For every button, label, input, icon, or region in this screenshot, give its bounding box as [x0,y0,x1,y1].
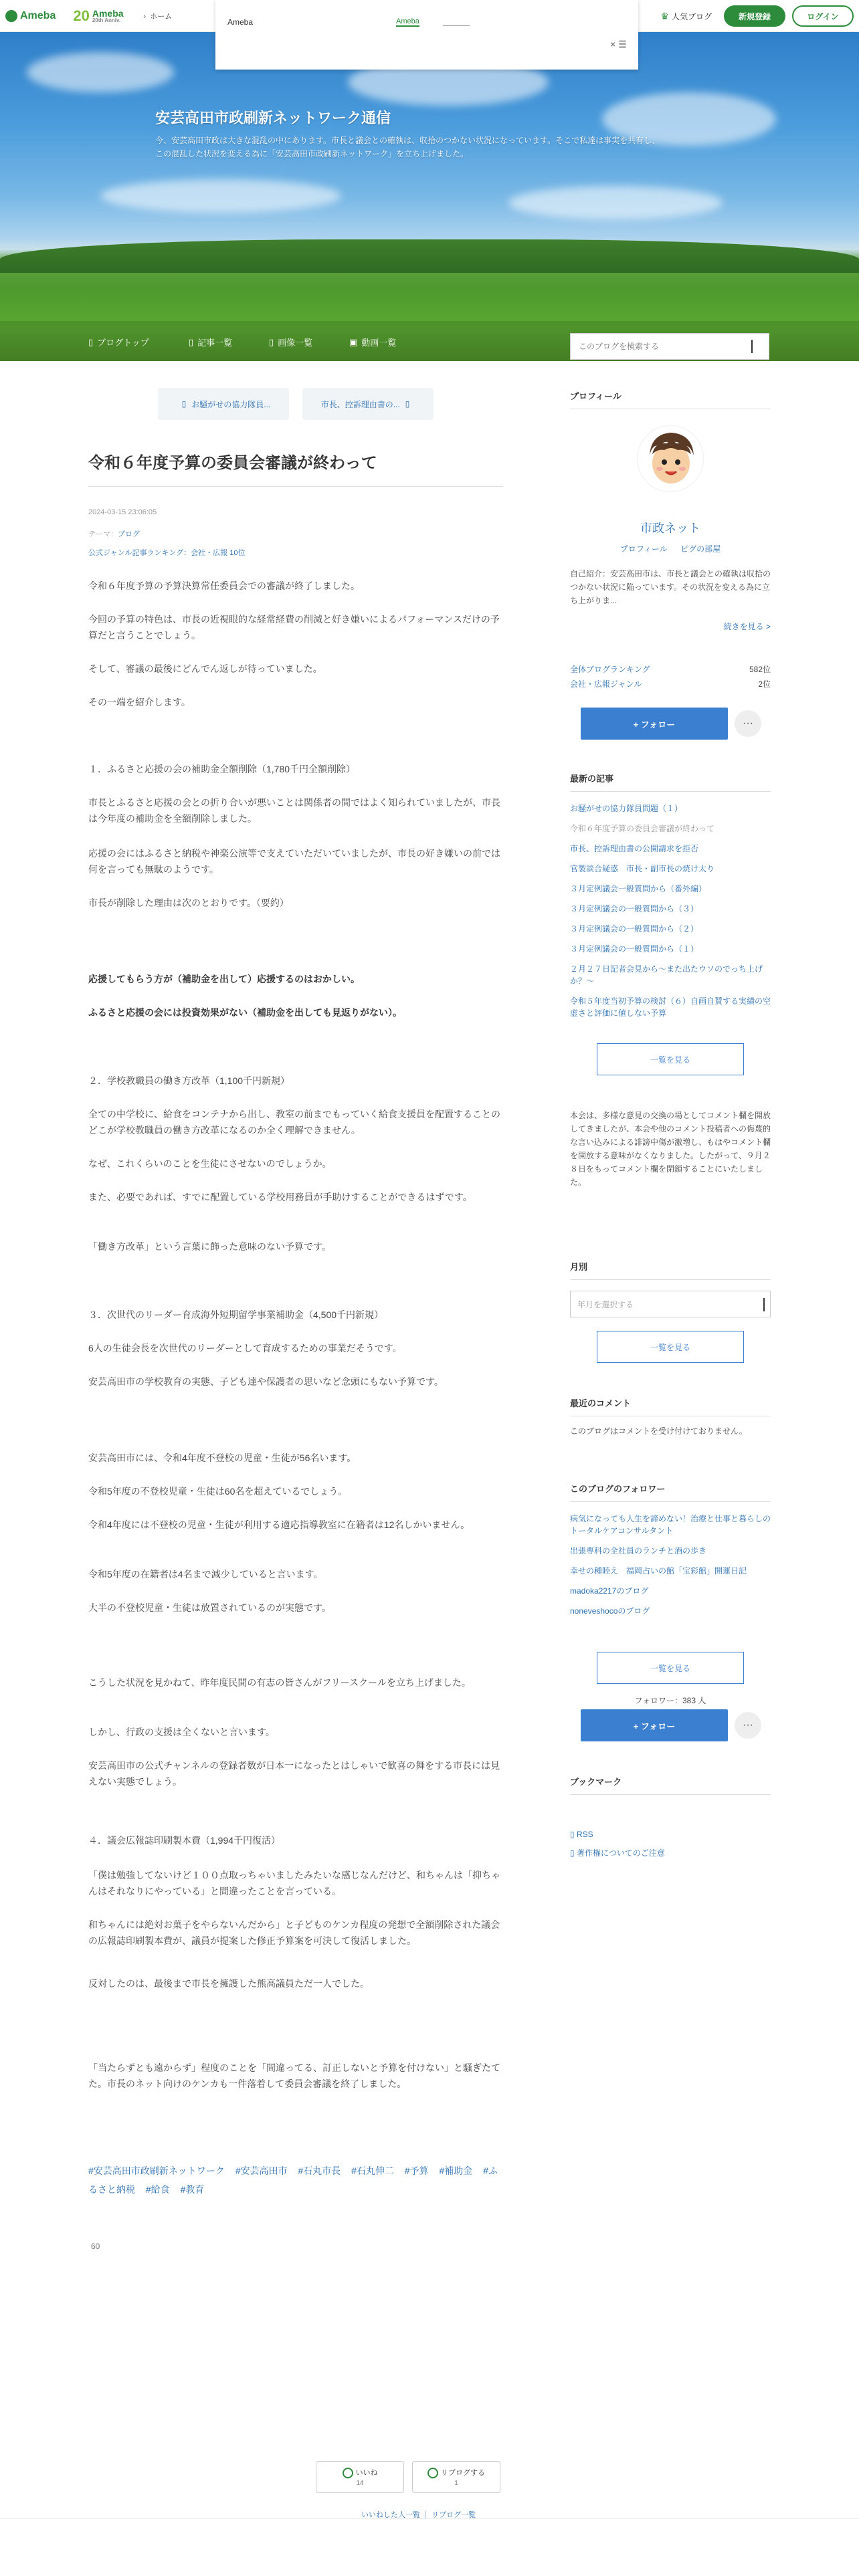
entry-paragraph: しかし、行政の支援は全くないと言います。 [88,1727,275,1737]
entry-paragraph: 全ての中学校に、給食をコンテナから出し、教室の前までもっていく給食支援員を配置することのどこが学校教職員の働き方改革になるのか全く理解できません。 [88,1109,500,1136]
bracket-icon: ▯ [570,1830,577,1839]
reblog-count: 1 [454,2480,458,2488]
profile-link[interactable]: プロフィール [619,544,668,554]
ad-label: Ameba [227,17,254,27]
prev-article-link[interactable]: ▯ お騒がせの協力隊員... [158,388,289,420]
hashtag-link[interactable]: #ふるさと納税 [88,2165,498,2195]
bracket-icon: ▯ [189,336,194,347]
follower-blog-link[interactable]: 病気になっても人生を諦めない！治療と仕事と暮らしのトータルケアコンサルタント [570,1514,771,1535]
followers-heading: このブログのフォロワー [570,1482,771,1502]
follower-blogs [570,1513,771,1625]
theme-link[interactable]: ブログ [118,530,140,538]
entry-paragraph: 「僕は勉強してないけど１００点取っちゃいましたみたいな感じなんだけど、和ちゃんは「抑ちゃんはそれなりにやっている」と間違ったことを言っている。 [88,1870,500,1897]
select-arrow-icon [763,1298,765,1311]
footer-divider [0,2518,859,2519]
ad-close-icon[interactable]: × ☰ [610,39,627,49]
monthly-list-button[interactable]: 一覧を見る [597,1331,744,1363]
blog-description: 今、安芸高田市政は大きな混乱の中にあります。市長と議会との確執は、収拾のつかない状況になっています。そこで私達は事実を共有し、この混乱した状況を変える為に「安芸高田市政刷新ネットワーク」を立ち上げました。 [155,136,660,158]
pigg-room-link[interactable]: ピグの部屋 [680,544,721,554]
read-more-link[interactable]: 続きを見る > [723,622,771,631]
view-count: 60 [91,2242,100,2251]
subnav-blog-top[interactable]: ▯ ブログトップ [88,336,149,348]
hashtag-link[interactable]: #教育 [180,2184,205,2195]
follower-blog-link[interactable]: madoka2217のブログ [570,1586,649,1596]
hashtag-link[interactable]: #安芸高田市政刷新ネットワーク [88,2165,225,2176]
monthly-heading: 月別 [570,1260,771,1280]
recent-heading: 最新の記事 [570,772,771,792]
entry-paragraph: 令和5年度の在籍者は4名まで減少していると言います。 [88,1569,323,1580]
entry-paragraph: 安芸高田市の公式チャンネルの登録者数が日本一になったとはしゃいで歓喜の舞をする市長には見えない実態でしょう。 [88,1760,500,1787]
blog-subnav [0,321,859,361]
smile-icon [343,2468,353,2478]
entry-paragraph: 「当たらずとも遠からず」程度のことを「間違ってる、訂正しないと予算を付けない」と騒ぎたてた。市長のネット向けのケンカも一件落着して委員会審議を終了しました。 [88,2062,500,2089]
ameba-20th-logo[interactable]: 20 Ameba 20th Anniv. [73,7,124,24]
entry-paragraph: なぜ、これくらいのことを生徒にさせないのでしょうか。 [88,1158,332,1169]
follow-button-bottom[interactable]: + フォロー [581,1709,728,1741]
entry-paragraph: 令和６年度予算の予算決算常任委員会での審議が終了しました。 [88,580,360,591]
entry-paragraph: 安芸高田市の学校教育の実態、子ども達や保護者の思いなど念頭にもない予算です。 [88,1376,444,1387]
entry-paragraph: ２．学校教職員の働き方改革（1,100千円新規） [88,1075,290,1086]
blog-search [570,333,769,360]
blog-title[interactable]: 安芸高田市政刷新ネットワーク通信 [155,110,391,126]
reblog-button[interactable]: リブログする 1 [412,2461,500,2493]
entry-paragraph: 令和4年度には不登校の児童・生徒が利用する適応指導教室に在籍者は12名しかいません。 [88,1519,470,1530]
entry-paragraph: こうした状況を見かねて、昨年度民間の有志の皆さんがフリースクールを立ち上げました。 [88,1677,471,1688]
login-button[interactable]: ログイン [792,5,854,27]
popular-blog-link[interactable]: ♛ 人気ブログ [660,10,712,21]
hashtag-link[interactable]: #給食 [145,2184,170,2195]
entry-paragraph: 安芸高田市には、令和4年度不登校の児童・生徒が56名います。 [88,1453,357,1463]
register-button[interactable]: 新規登録 [724,5,785,27]
rss-link[interactable]: ▯ RSS [570,1830,593,1839]
entry-paragraph: 市長が削除した理由は次のとおりです。（要約） [88,897,289,908]
bracket-icon: ▯ [405,399,410,409]
avatar-face-icon [638,426,704,492]
entry-paragraph: 大半の不登校児童・生徒は放置されているのが実態です。 [88,1602,331,1613]
comment-policy-notice: 本会は、多様な意見の交換の場としてコメント欄を開放してきましたが、本会や他のコメント投稿者への侮蔑的な言い込みによる誹謗中傷が激増し、もはやコメント欄を開放する意味がなくなりました。したがって、９月２８日をもってコメント欄を閉鎖することにいたしました。 [570,1111,771,1187]
entry-title[interactable]: 令和６年度予算の委員会審議が終わって [88,449,503,487]
bracket-icon: ▯ [181,399,187,409]
nav-home-link[interactable]: › ホーム [144,11,173,21]
entry-paragraph: 「働き方改革」という言葉に飾った意味のない予算です。 [88,1241,331,1252]
recent-article-link[interactable]: ３月定例議会の一般質問から（２） [570,924,699,934]
recent-list-button[interactable]: 一覧を見る [597,1043,744,1075]
entry-paragraph: 6人の生徒会長を次世代のリーダーとして育成するための事業だそうです。 [88,1343,402,1354]
entry-paragraph: 令和5年度の不登校児童・生徒は60名を超えているでしょう。 [88,1486,348,1497]
subnav-article-list[interactable]: ▯ 記事一覧 [189,336,233,348]
comments-disabled-text: このブログはコメントを受け付けておりません。 [570,1426,747,1436]
bracket-icon: ▯ [269,336,274,347]
avatar[interactable] [637,425,704,492]
like-button[interactable]: いいね 14 [316,2461,404,2493]
ameba-logo-icon [5,10,17,22]
entry-paragraph: 応援の会にはふるさと納税や神楽公演等で支えていただいていましたが、市長の好き嫌いの前では何を言っても無駄のようです。 [88,848,500,875]
entry-paragraph: 市長とふるさと応援の会との折り合いが悪いことは関係者の間ではよく知られていましたが、市長は今年度の補助金を全額削除しました。 [88,797,500,824]
entry-paragraph: １．ふるさと応援の会の補助金全額削除（1,780千円全額削除） [88,764,356,774]
entry-paragraph-bold: ふるさと応援の会には投資効果がない（補助金を出しても見返りがない）。 [88,1007,402,1018]
entry-paragraph-bold: 応援してもらう方が（補助金を出して）応援するのはおかしい。 [88,974,360,984]
genre-ranking[interactable]: 会社・広報ジャンル 2位 [570,679,771,689]
profile-heading: プロフィール [570,389,771,409]
bookmark-heading: ブックマーク [570,1775,771,1795]
recent-articles [570,802,771,1027]
search-icon[interactable] [751,340,753,353]
entry-paragraph: 今回の予算の特色は、市長の近視眼的な経常経費の削減と好き嫌いによるパフォーマンスだけの予算だと言うことでしょう。 [88,614,500,641]
entry-date: 2024-03-15 23:06:05 [88,508,157,516]
entry-theme: テーマ：ブログ [88,530,140,538]
treeline-decoration [0,239,859,273]
bracket-icon: ▯ [88,336,94,347]
recent-article-link[interactable]: ３月定例議会一般質問から（番外編） [570,884,707,893]
profile-intro: 自己紹介：安芸高田市は、市長と議会との確執は収拾のつかない状況に陥っています。その状況を変える為に立ち上がりま... [570,569,771,605]
ad-link[interactable]: Ameba [396,17,419,25]
recent-article-link[interactable]: ３月定例議会の一般質問から（３） [570,904,699,914]
cloud-decoration [27,52,174,92]
recent-article-link[interactable]: 官製談合疑惑 市長・副市長の焼け太り [570,864,715,873]
blog-search-input[interactable] [571,342,745,351]
hashtag-link[interactable]: #予算 [404,2165,429,2176]
copyright-notice-link[interactable]: ▯ 著作権についてのご注意 [570,1848,665,1858]
follower-blog-link[interactable]: 出張専科の全社員のランチと酒の歩き [570,1546,707,1555]
ad-divider [443,25,470,26]
profile-links [570,543,771,554]
entry-paragraph: 反対したのは、最後まで市長を擁護した熊高議員ただ一人でした。 [88,1978,369,1989]
hashtag-link[interactable]: #石丸伸二 [351,2165,394,2176]
reblog-icon [427,2468,438,2478]
recent-article-current: 令和６年度予算の委員会審議が終わって [570,824,714,833]
profile-name-link[interactable]: 市政ネット [640,522,700,535]
followers-list-button[interactable]: 一覧を見る [597,1652,744,1684]
hashtag-link[interactable]: #安芸高田市 [235,2165,288,2176]
like-count: 14 [356,2480,364,2488]
ameba-logo[interactable]: Ameba [5,10,56,22]
follower-blog-link[interactable]: 幸せの種睦え 福岡占いの館「宝彩館」開運日記 [570,1566,747,1576]
follower-count: フォロワー：383 人 [634,1696,706,1705]
next-article-link[interactable]: 市長、控訴理由書の... ▯ [302,388,434,420]
overall-ranking[interactable]: 全体ブログランキング 582位 [570,665,771,674]
topbar-actions [660,5,854,27]
cloud-decoration [100,179,341,213]
hashtag-link[interactable]: #石丸市長 [298,2165,341,2176]
entry-paragraph: そして、審議の最後にどんでん返しが待っていました。 [88,663,322,674]
entry-rank-link[interactable]: 公式ジャンル記事ランキング：会社・広報 10位 [88,549,246,557]
month-select[interactable]: 年月を選択する [570,1291,771,1317]
entry-paragraph: その一端を紹介します。 [88,697,191,708]
follow-button[interactable]: + フォロー [581,708,728,740]
bracket-icon: ▯ [570,1848,577,1858]
recent-article-link[interactable]: お騒がせの協力隊員問題（１） [570,804,683,813]
entry-paragraph: また、必要であれば、すでに配置している学校用務員が手助けすることができるはずです。 [88,1192,472,1202]
entry-paragraph: ４．議会広報誌印刷製本費（1,994千円復活） [88,1835,281,1846]
entry-paragraph: ３．次世代のリーダー育成海外短期留学事業補助金（4,500千円新規） [88,1309,384,1320]
subnav-video-list[interactable]: ▣ 動画一覧 [349,336,397,348]
more-options-button[interactable]: ··· [735,710,761,737]
blog-banner [0,32,859,361]
follower-blog-link[interactable]: noneveshocoのブログ [570,1606,650,1616]
subnav-image-list[interactable]: ▯ 画像一覧 [269,336,313,348]
video-icon: ▣ [349,336,358,347]
cloud-decoration [508,186,723,219]
like-reblog-list-links[interactable]: いいねした人一覧 ｜ リブログ一覧 [361,2511,476,2519]
entry-paragraph: 和ちゃんには絶対お菓子をやらないんだから」と子どものケンカ程度の発想で全額削除された議会の広報誌印刷製本費が、議員が提案した修正予算案を可決して復活しました。 [88,1919,500,1946]
ad-overlay[interactable] [215,0,638,70]
hashtag-list [88,2161,503,2199]
more-options-button-bottom[interactable]: ··· [735,1712,761,1739]
recent-article-link[interactable]: 市長、控訴理由書の公開請求を拒否 [570,844,699,853]
recent-comments-heading: 最近のコメント [570,1396,771,1416]
recent-article-link[interactable]: 令和５年度当初予算の検討（６）自画自賛する実績の空虚さと評価に値しない予算 [570,996,771,1018]
hashtag-link[interactable]: #補助金 [439,2165,473,2176]
recent-article-link[interactable]: ３月定例議会の一般質問から（１） [570,944,699,954]
recent-article-link[interactable]: ２月２７日記者会見から～また出たウソのでっち上げか？～ [570,964,763,986]
crown-icon: ♛ [660,10,669,21]
